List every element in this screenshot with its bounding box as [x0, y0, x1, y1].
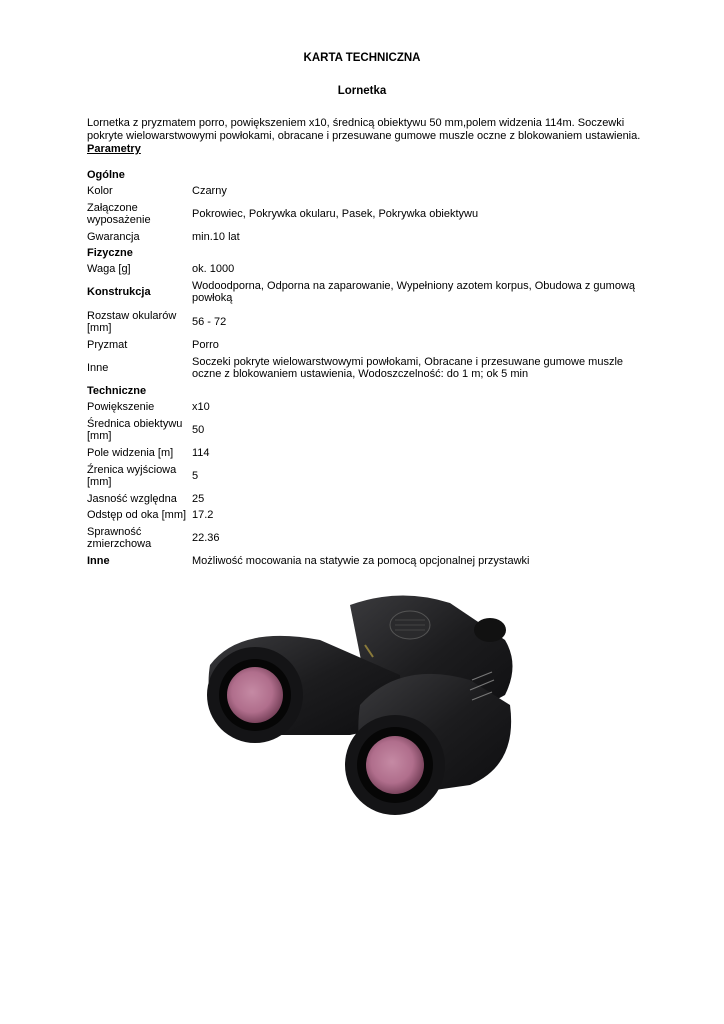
table-row [85, 445, 644, 461]
spec-value: 114 [192, 446, 210, 459]
spec-value: 22.36 [192, 531, 220, 544]
parameters-heading: Parametry [87, 143, 141, 155]
spec-value: 17.2 [192, 508, 214, 521]
table-row [85, 415, 644, 445]
spec-key: Źrenica wyjściowa [mm] [87, 463, 177, 488]
spec-value: Pokrowiec, Pokrywka okularu, Pasek, Pokrywka obiektywu [192, 207, 479, 220]
binoculars-image [200, 585, 530, 820]
spec-value: x10 [192, 400, 210, 413]
spec-key: Pole widzenia [m] [87, 446, 174, 459]
spec-key: Konstrukcja [87, 285, 151, 298]
intro-paragraph: Lornetka z pryzmatem porro, powiększeniem x10, średnicą obiektywu 50 mm,polem widzenia 114m. Soczewki pokryte wielowarstwowymi powłokami, obracane i przesuwane gumowe muszle oczne z blokowaniem ustawienia. [87, 117, 641, 142]
spec-key: Załączone wyposażenie [87, 201, 151, 226]
spec-value: 5 [192, 469, 199, 482]
spec-key: Średnica obiektywu [mm] [87, 417, 183, 442]
section-row-general [85, 167, 644, 183]
table-row [85, 277, 644, 307]
spec-key: Powiększenie [87, 400, 155, 413]
spec-value: min.10 lat [192, 230, 240, 243]
spec-value: ok. 1000 [192, 262, 235, 275]
spec-value: 56 - 72 [192, 315, 227, 328]
spec-key: Odstęp od oka [mm] [87, 508, 187, 521]
table-row [85, 199, 644, 229]
section-heading: Techniczne [87, 384, 147, 397]
table-row [85, 399, 644, 415]
spec-value: Możliwość mocowania na statywie za pomocą opcjonalnej przystawki [192, 554, 530, 567]
table-row [85, 523, 644, 553]
spec-value: 50 [192, 423, 205, 436]
table-row [85, 183, 644, 199]
spec-key: Pryzmat [87, 338, 128, 351]
spec-key: Rozstaw okularów [mm] [87, 309, 177, 334]
spec-value: Wodoodporna, Odporna na zaparowanie, Wypełniony azotem korpus, Obudowa z gumową powłoką [192, 279, 636, 304]
table-row [85, 461, 644, 491]
table-row [85, 337, 644, 353]
spec-key: Inne [87, 361, 109, 374]
table-row [85, 491, 644, 507]
spec-key: Sprawność zmierzchowa [87, 525, 152, 550]
section-heading: Ogólne [87, 168, 125, 181]
spec-key: Jasność względna [87, 492, 177, 505]
spec-key: Gwarancja [87, 230, 140, 243]
table-row [85, 261, 644, 277]
spec-value: Soczeki pokryte wielowarstwowymi powłokami, Obracane i przesuwane gumowe muszle oczne z blokowaniem ustawienia, Wodoszczelność: do 1 m; ok 5 min [192, 355, 624, 380]
document-title: KARTA TECHNICZNA [303, 52, 421, 64]
section-heading: Fizyczne [87, 246, 133, 259]
section-row-technical [85, 383, 644, 399]
table-row [85, 353, 644, 383]
table-row [85, 229, 644, 245]
table-row [85, 307, 644, 337]
spec-value: Czarny [192, 184, 227, 197]
spec-key: Waga [g] [87, 262, 131, 275]
product-name: Lornetka [337, 85, 387, 97]
table-row [85, 507, 644, 523]
spec-key: Kolor [87, 184, 113, 197]
table-row [85, 553, 644, 569]
spec-table [85, 167, 644, 569]
spec-key: Inne [87, 554, 110, 567]
spec-value: 25 [192, 492, 205, 505]
spec-value: Porro [192, 338, 219, 351]
section-row-physical [85, 245, 644, 261]
